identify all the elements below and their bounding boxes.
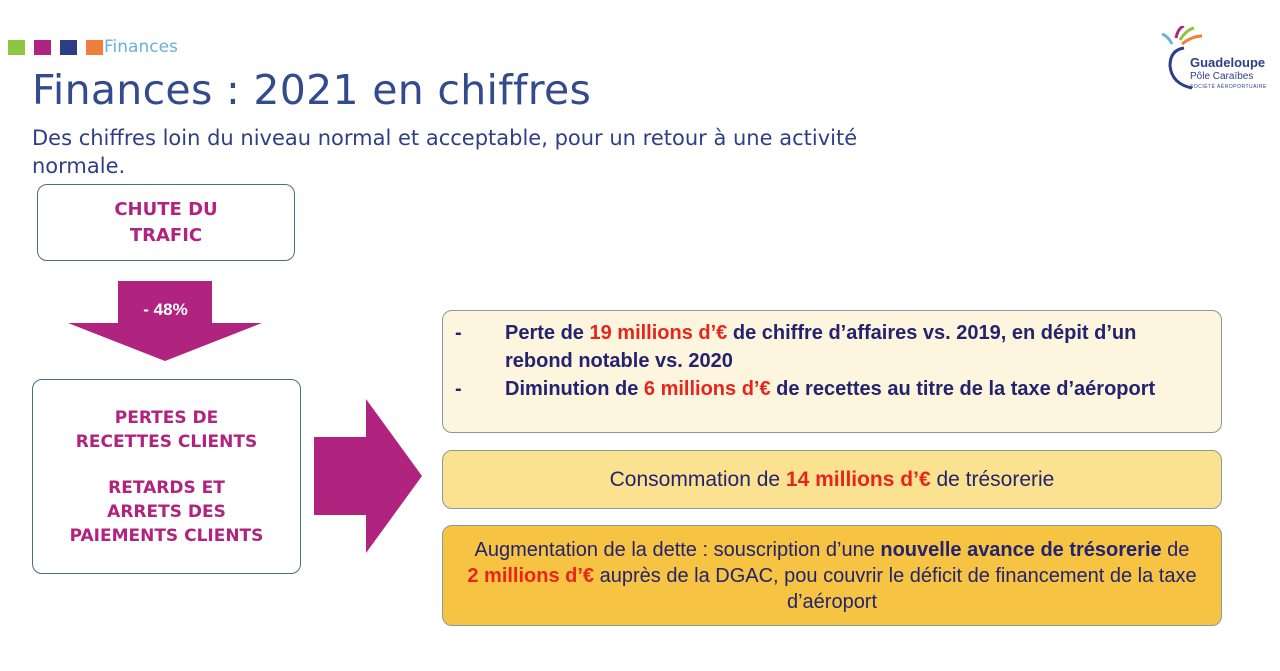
payment-delays-line-2: ARRETS DES bbox=[107, 501, 226, 522]
square-orange bbox=[86, 40, 103, 55]
logo-tagline: SOCIÉTÉ AÉROPORTUAIRE bbox=[1190, 84, 1267, 90]
traffic-drop-line-1: CHUTE DU bbox=[114, 198, 218, 220]
square-green bbox=[8, 40, 25, 55]
page-subtitle: Des chiffres loin du niveau normal et acceptable, pour un retour à une activité normale. bbox=[32, 126, 858, 178]
down-arrow-icon bbox=[68, 281, 262, 361]
page-title: Finances : 2021 en chiffres bbox=[32, 66, 592, 114]
payment-delays-line-1: RETARDS ET bbox=[108, 477, 225, 498]
traffic-drop-percent: - 48% bbox=[143, 300, 188, 319]
square-navy bbox=[60, 40, 77, 55]
section-color-squares bbox=[8, 40, 103, 55]
client-losses-line-1: PERTES DE bbox=[114, 407, 219, 428]
debt-increase-box: Augmentation de la dette : souscription d’une nouvelle avance de trésorerie de 2 millions d’€ auprès de la DGAC, pou couvrir le déficit de financement de la taxe d’aéroport bbox=[442, 525, 1222, 626]
logo-name: Guadeloupe bbox=[1190, 55, 1266, 70]
right-arrow-icon bbox=[314, 399, 422, 553]
traffic-drop-box bbox=[37, 184, 295, 261]
bullet-tax-decrease: - Diminution de 6 millions d’€ de recettes au titre de la taxe d’aéroport bbox=[455, 378, 1156, 400]
client-losses-box bbox=[32, 379, 301, 574]
section-label: Finances bbox=[104, 37, 178, 57]
treasury-consumption-box: Consommation de 14 millions d’€ de trésorerie bbox=[442, 450, 1222, 509]
bullet-revenue-loss: - Perte de 19 millions d’€ de chiffre d’affaires vs. 2019, en dépit d’un rebond notable vs. 2020 bbox=[455, 322, 1137, 372]
square-magenta bbox=[34, 40, 51, 55]
traffic-drop-line-2: TRAFIC bbox=[129, 224, 203, 246]
client-losses-line-2: RECETTES CLIENTS bbox=[75, 431, 258, 452]
logo-subtitle: Pôle Caraïbes bbox=[1190, 71, 1254, 82]
payment-delays-line-3: PAIEMENTS CLIENTS bbox=[69, 525, 264, 546]
revenue-loss-box bbox=[442, 310, 1222, 433]
